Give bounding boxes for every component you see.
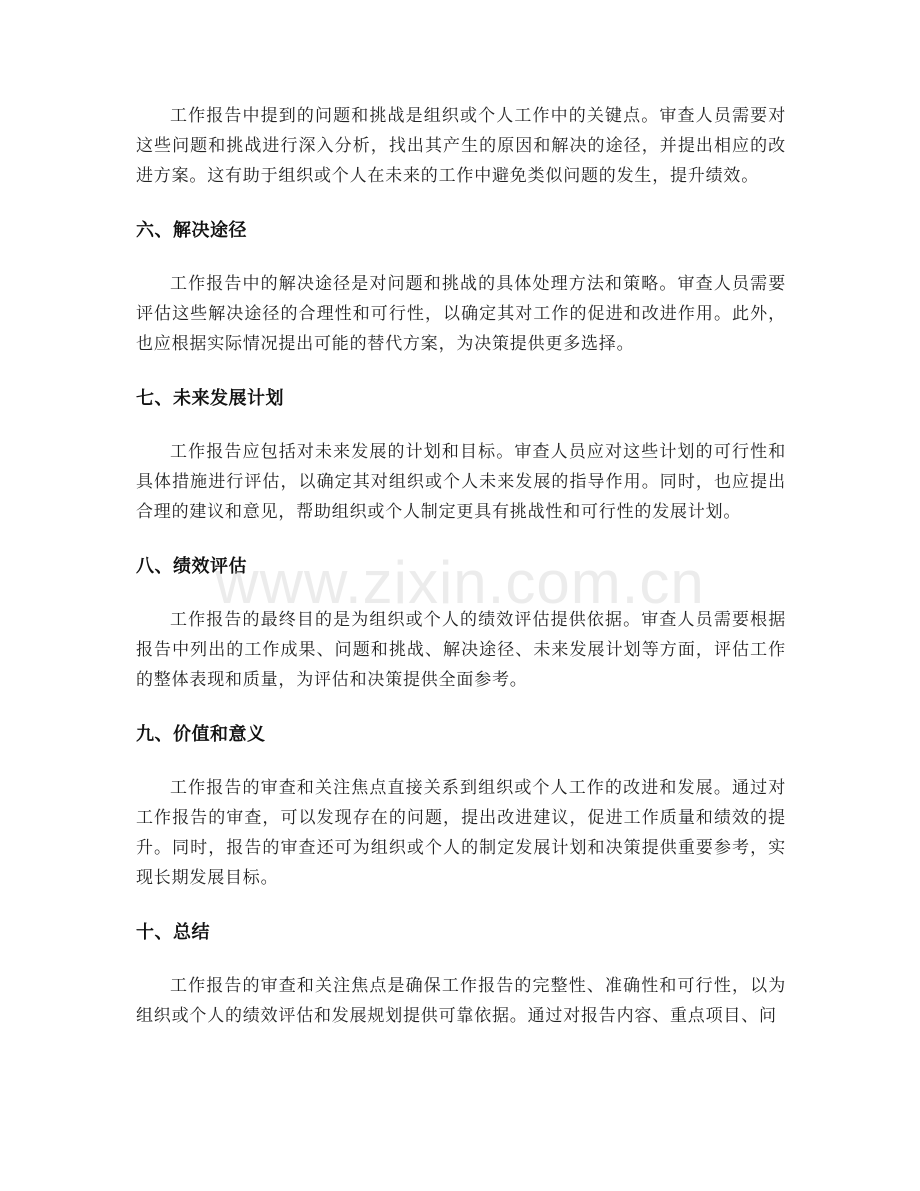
section-paragraph-future-plan: 工作报告应包括对未来发展的计划和目标。审查人员应对这些计划的可行性和具体措施进行评估，以确定其对组织或个人未来发展的指导作用。同时，也应提出合理的建议和意见，帮助组织或个人制定更具有挑战性和可行性的发展计划。 xyxy=(136,442,786,522)
document-body xyxy=(136,101,786,1031)
section-heading-future-plan: 七、未来发展计划 xyxy=(136,388,284,409)
section-heading-value: 九、价值和意义 xyxy=(136,724,266,745)
watermark: www.zixin.com.cn xyxy=(215,549,705,616)
section-heading-summary: 十、总结 xyxy=(136,922,210,943)
section-paragraph-summary: 工作报告的审查和关注焦点是确保工作报告的完整性、准确性和可行性，以为组织或个人的绩效评估和发展规划提供可靠依据。通过对报告内容、重点项目、问 xyxy=(136,976,786,1026)
section-paragraph-solutions: 工作报告中的解决途径是对问题和挑战的具体处理方法和策略。审查人员需要评估这些解决途径的合理性和可行性，以确定其对工作的促进和改进作用。此外，也应根据实际情况提出可能的替代方案，为决策提供更多选择。 xyxy=(136,274,786,354)
section-paragraph-performance: 工作报告的最终目的是为组织或个人的绩效评估提供依据。审查人员需要根据报告中列出的工作成果、问题和挑战、解决途径、未来发展计划等方面，评估工作的整体表现和质量，为评估和决策提供全面参考。 xyxy=(136,610,786,690)
intro-paragraph: 工作报告中提到的问题和挑战是组织或个人工作中的关键点。审查人员需要对这些问题和挑战进行深入分析，找出其产生的原因和解决的途径，并提出相应的改进方案。这有助于组织或个人在未来的工作中避免类似问题的发生，提升绩效。 xyxy=(136,106,786,186)
section-paragraph-value: 工作报告的审查和关注焦点直接关系到组织或个人工作的改进和发展。通过对工作报告的审查，可以发现存在的问题，提出改进建议，促进工作质量和绩效的提升。同时，报告的审查还可为组织或个人的制定发展计划和决策提供重要参考，实现长期发展目标。 xyxy=(136,778,786,888)
section-heading-solutions: 六、解决途径 xyxy=(136,220,247,241)
section-heading-performance: 八、绩效评估 xyxy=(136,556,247,577)
